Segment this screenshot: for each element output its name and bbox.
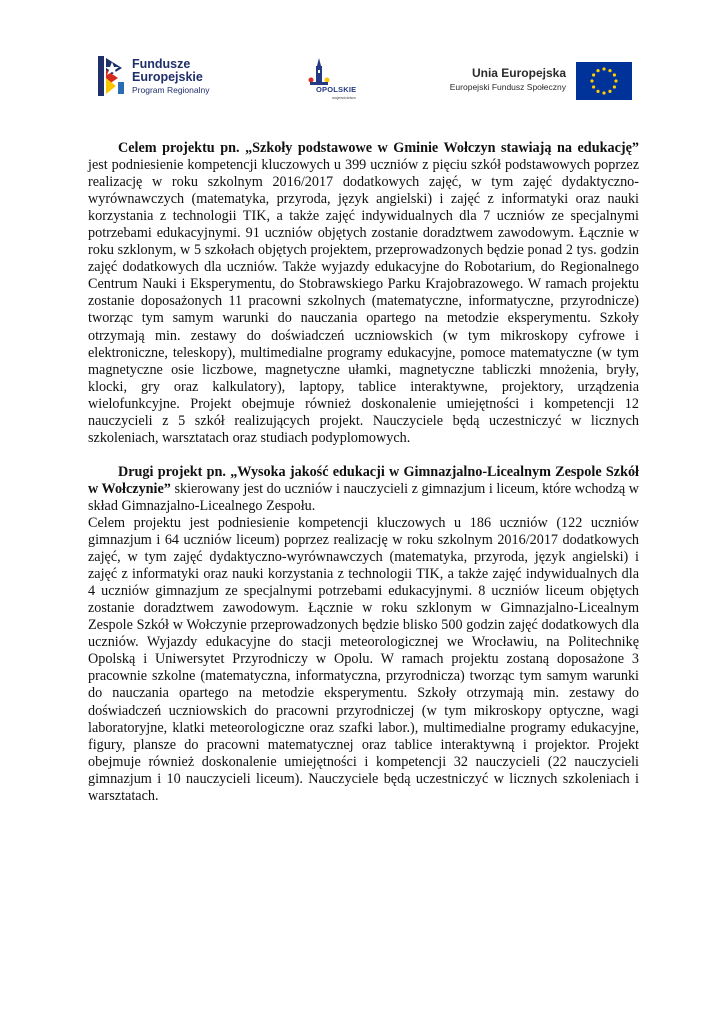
project2-paragraph — [88, 464, 639, 515]
unia-europejska-logo — [449, 60, 632, 102]
paragraph-spacer — [88, 447, 639, 464]
fundusze-europejskie-logo — [98, 56, 228, 104]
project2-lead: Drugi projekt pn. „Wysoka jakość edukacji w Gimnazjalno-Licealnym Zespole Szkół w Wołczynie” — [88, 463, 639, 497]
opolskie-logo — [298, 58, 368, 104]
fe-logo-line1: Fundusze — [132, 57, 191, 71]
fe-logo-line2: Europejskie — [132, 70, 203, 84]
fe-logo-line3: Program Regionalny — [132, 85, 210, 95]
project2-body: Celem projektu jest podniesienie kompetencji kluczowych u 186 uczniów (122 uczniów gimnazjum i 64 uczniów liceum) poprzez realizację w roku szkolnym 2016/2017 dodatkowych zajęć, w tym zajęć dydaktyczno-wyrównawczych (matematyka, przyroda, język angielski) i zajęć z informatyki oraz nauki korzystania z technologii TIK, a także zajęć indywidualnych dla 4 uczniów gimnazjum ze specjalnymi potrzebami edukacyjnymi. 8 uczniów liceum objętych zostanie doradztwem zawodowym. Łącznie w roku szklonym w Gimnazjalno-Licealnym Zespole Szkół w Wołczynie przeprowadzonych będzie blisko 500 godzin zajęć dodatkowych dla uczniów. Wyjazdy edukacyjne do stacji meteorologicznej we Wrocławiu, na Politechnikę Opolską i Uniwersytet Przyrodniczy w Opolu. W ramach projektu zostaną doposażone 3 pracownie szkolne (matematyczna, informatyczna, przyrodnicza) tworząc tym samym warunki do nauczania opartego na metodzie eksperymentu. Szkoły otrzymają min. zestawy do doświadczeń uczniowskich do pracowni przyrodniczej (w tym mikroskopy optyczne, wagi laboratoryjne, klatki meteorologiczne oraz szafki labor.), multimedialne programy edukacyjne, figury, plansze do pracowni matematycznej oraz tablice interaktywną i projektor. Projekt obejmuje również doskonalenie umiejętności i kompetencji 32 nauczycieli (22 nauczycieli gimnazjum i 10 nauczycieli liceum). Nauczyciele będą uczestniczyć w licznych szkoleniach i warsztatach. — [88, 514, 639, 804]
project1-paragraph — [88, 140, 639, 447]
logo-bar — [0, 52, 725, 112]
fe-logo-text — [132, 58, 209, 96]
opolskie-logo-text: OPOLSKIE — [316, 85, 357, 94]
project1-body: jest podniesienie kompetencji kluczowych u 399 uczniów z pięciu szkół podstawowych poprzez realizację w roku szkolnym 2016/2017 dodatkowych zajęć, w tym zajęć dydaktyczno-wyrównawczych (matematyka, przyroda, język angielski) i zajęć z informatyki oraz nauki korzystania z technologii TIK, a także zajęć indywidualnych dla 7 uczniów ze specjalnymi potrzebami edukacyjnymi. 91 uczniów objętych zostanie doradztwem zawodowym. Łącznie w roku szklonym, w 5 szkołach objętych projektem, przeprowadzonych będzie ponad 2 tys. godzin zajęć dodatkowych dla uczniów. Także wyjazdy edukacyjne do Robotarium, do Regionalnego Centrum Nauki i Eksperymentu, do Stobrawskiego Parku Krajobrazowego. W ramach projektu zostanie doposażonych 11 pracowni szkolnych (matematyczne, informatyczne, przyrodnicze) tworząc tym samym warunki do nauczania opartego na metodzie eksperymentu. Szkoły otrzymają min. zestawy do doświadczeń uczniowskich (w tym mikroskopy cyfrowe i elektroniczne, teleskopy), multimedialne programy edukacyjne, pomoce matematyczne (w tym magnetyczne osie liczbowe, magnetyczne ułamki, magnetyczne tabliczki mnożenia, bryły, klocki, gry oraz kalkulatory), laptopy, tablice interaktywne, projektory, urządzenia wielofunkcyjne. Projekt obejmuje również doskonalenie umiejętności i kompetencji 12 nauczycieli z 5 szkół realizujących projekt. Nauczyciele będą uczestniczyć w licznych szkoleniach, warsztatach oraz studiach podyplomowych. — [88, 157, 639, 446]
opolskie-tower-icon — [308, 58, 330, 86]
document-body — [88, 140, 639, 805]
fe-star-mark-icon — [98, 56, 128, 96]
eu-flag-icon — [576, 62, 632, 100]
project2-intro: skierowany jest do uczniów i nauczycieli z gimnazjum i liceum, które wchodzą w skład Gimnazjalno-Licealnego Zespołu. — [88, 480, 639, 514]
ue-logo-subtitle: Europejski Fundusz Społeczny — [449, 82, 566, 92]
opolskie-logo-subtext: województwo — [332, 95, 356, 100]
ue-logo-title: Unia Europejska — [471, 66, 566, 80]
project1-lead: Celem projektu pn. „Szkoły podstawowe w Gminie Wołczyn stawiają na edukację” — [118, 140, 639, 156]
